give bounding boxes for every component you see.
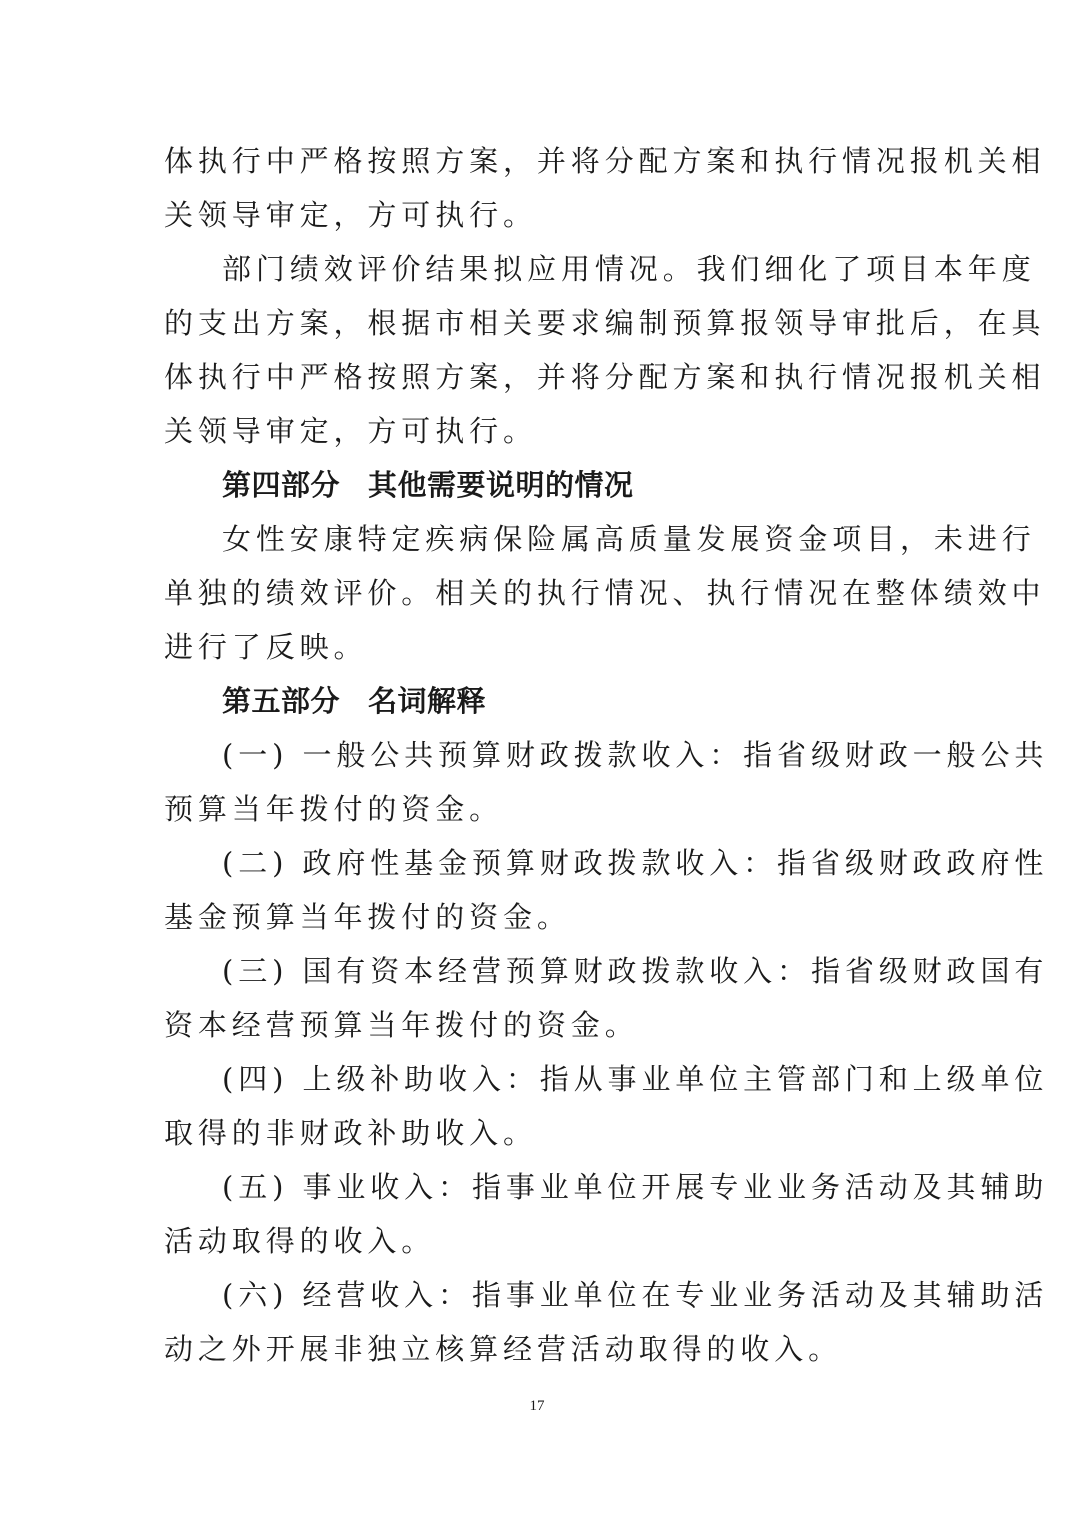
text-line: 单独的绩效评价。相关的执行情况、执行情况在整体绩效中 — [164, 576, 1046, 610]
text-line: (四) 上级补助收入：指从事业单位主管部门和上级单位 — [222, 1062, 1049, 1096]
text-line: 活动取得的收入。 — [164, 1224, 436, 1258]
definition-item-5 — [164, 1160, 1049, 1268]
section-number: 第五部分 — [222, 684, 341, 718]
definition-item-6 — [164, 1268, 1049, 1376]
paragraph-other-notes — [164, 512, 1046, 674]
section-number: 第四部分 — [222, 468, 341, 502]
section-title: 名词解释 — [368, 684, 487, 718]
document-body — [164, 134, 1049, 1376]
text-line: (六) 经营收入：指事业单位在专业业务活动及其辅助活 — [222, 1278, 1049, 1312]
text-line: 女性安康特定疾病保险属高质量发展资金项目，未进行 — [222, 522, 1036, 556]
section-title: 其他需要说明的情况 — [368, 468, 634, 502]
section-heading-part-five — [164, 674, 914, 728]
text-line: 的支出方案，根据市相关要求编制预算报领导审批后，在具 — [164, 306, 1046, 340]
definition-item-1 — [164, 728, 1049, 836]
paragraph-evaluation-result-application — [164, 242, 1046, 458]
text-line: 动之外开展非独立核算经营活动取得的收入。 — [164, 1332, 843, 1366]
text-line: (三) 国有资本经营预算财政拨款收入：指省级财政国有 — [222, 954, 1049, 988]
text-line: 体执行中严格按照方案，并将分配方案和执行情况报机关相 — [164, 360, 1046, 394]
text-line: 关领导审定，方可执行。 — [164, 198, 537, 232]
text-line: 部门绩效评价结果拟应用情况。我们细化了项目本年度 — [222, 252, 1036, 286]
page-number: 17 — [529, 1398, 545, 1414]
definition-item-4 — [164, 1052, 1049, 1160]
text-line: 基金预算当年拨付的资金。 — [164, 900, 571, 934]
text-line: (五) 事业收入：指事业单位开展专业业务活动及其辅助 — [222, 1170, 1049, 1204]
text-line: 取得的非财政补助收入。 — [164, 1116, 537, 1150]
definition-item-3 — [164, 944, 1049, 1052]
section-heading-part-four — [164, 458, 914, 512]
text-line: (二) 政府性基金预算财政拨款收入：指省级财政政府性 — [222, 846, 1049, 880]
text-line: 关领导审定，方可执行。 — [164, 414, 537, 448]
text-line: 预算当年拨付的资金。 — [164, 792, 504, 826]
paragraph-performance-distribution — [164, 134, 1046, 242]
definition-item-2 — [164, 836, 1049, 944]
text-line: (一) 一般公共预算财政拨款收入：指省级财政一般公共 — [222, 738, 1049, 772]
text-line: 进行了反映。 — [164, 630, 368, 664]
text-line: 资本经营预算当年拨付的资金。 — [164, 1008, 639, 1042]
text-line: 体执行中严格按照方案，并将分配方案和执行情况报机关相 — [164, 144, 1046, 178]
